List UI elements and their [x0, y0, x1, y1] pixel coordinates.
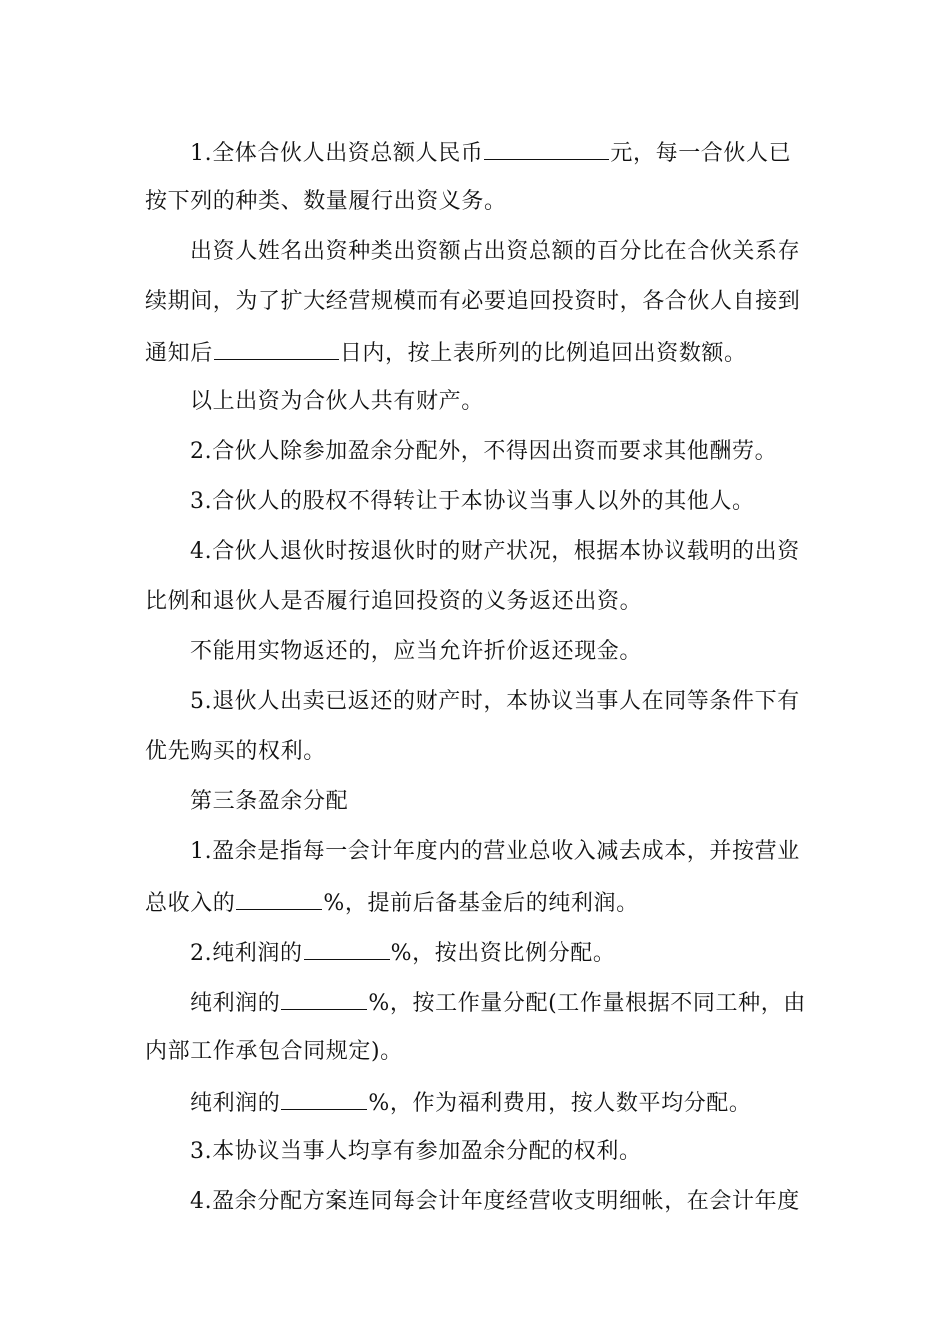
paragraph-line — [190, 141, 830, 165]
text-segment: 纯利润的 — [190, 1091, 281, 1116]
text-segment: %，按工作量分配(工作量根据不同工种，由 — [368, 991, 806, 1016]
section-heading — [190, 791, 830, 813]
text-segment: 出资人姓名出资种类出资额占出资总额的百分比在合伙关系存 — [190, 239, 801, 264]
fill-in-blank — [281, 991, 367, 1010]
text-segment: 内部工作承包合同规定)。 — [145, 1039, 403, 1064]
paragraph-line — [190, 1091, 830, 1115]
text-segment: %，作为福利费用，按人数平均分配。 — [368, 1091, 752, 1116]
paragraph-line — [190, 541, 830, 563]
text-segment: 3.本协议当事人均享有参加盈余分配的权利。 — [190, 1139, 642, 1164]
text-segment: 元，每一合伙人已 — [610, 141, 792, 166]
paragraph-line — [145, 291, 825, 313]
text-segment: 4.盈余分配方案连同每会计年度经营收支明细帐，在会计年度 — [190, 1189, 800, 1214]
text-segment: 不能用实物返还的，应当允许折价返还现金。 — [190, 639, 643, 664]
text-segment: 第三条盈余分配 — [190, 789, 349, 814]
text-segment: 3.合伙人的股权不得转让于本协议当事人以外的其他人。 — [190, 489, 755, 514]
fill-in-blank — [281, 1091, 367, 1110]
paragraph-line — [190, 841, 830, 863]
paragraph-line — [190, 441, 830, 463]
text-segment: 4.合伙人退伙时按退伙时的财产状况，根据本协议载明的出资 — [190, 539, 800, 564]
text-segment: 续期间，为了扩大经营规模而有必要追回投资时，各合伙人自接到 — [145, 289, 801, 314]
text-segment: 1.全体合伙人出资总额人民币 — [190, 141, 484, 166]
text-segment: 总收入的 — [145, 891, 236, 916]
paragraph-line — [145, 341, 825, 365]
paragraph-line — [190, 941, 830, 965]
text-segment: 比例和退伙人是否履行追回投资的义务返还出资。 — [145, 589, 643, 614]
fill-in-blank — [304, 941, 390, 960]
text-segment: 5.退伙人出卖已返还的财产时，本协议当事人在同等条件下有 — [190, 689, 800, 714]
text-segment: 通知后 — [145, 341, 213, 366]
paragraph-line — [190, 241, 830, 263]
fill-in-blank — [214, 341, 339, 360]
paragraph-line — [145, 191, 825, 213]
paragraph-line — [145, 1041, 825, 1063]
paragraph-line — [190, 1141, 830, 1163]
text-segment: %，按出资比例分配。 — [390, 941, 616, 966]
text-segment: 优先购买的权利。 — [145, 739, 326, 764]
paragraph-line — [190, 391, 830, 413]
text-segment: 按下列的种类、数量履行出资义务。 — [145, 189, 507, 214]
paragraph-line — [145, 591, 825, 613]
paragraph-line — [190, 491, 830, 513]
paragraph-line — [190, 691, 830, 713]
text-segment: 以上出资为合伙人共有财产。 — [190, 389, 484, 414]
paragraph-line — [145, 741, 825, 763]
text-segment: 1.盈余是指每一会计年度内的营业总收入减去成本，并按营业 — [190, 839, 800, 864]
text-segment: 日内，按上表所列的比例追回出资数额。 — [339, 341, 747, 366]
paragraph-line — [145, 891, 825, 915]
paragraph-line — [190, 1191, 830, 1213]
text-segment: %，提前后备基金后的纯利润。 — [323, 891, 639, 916]
fill-in-blank — [484, 141, 609, 160]
paragraph-line — [190, 641, 830, 663]
paragraph-line — [190, 991, 830, 1015]
fill-in-blank — [236, 891, 322, 910]
text-segment: 2.合伙人除参加盈余分配外，不得因出资而要求其他酬劳。 — [190, 439, 778, 464]
text-segment: 纯利润的 — [190, 991, 281, 1016]
text-segment: 2.纯利润的 — [190, 941, 303, 966]
